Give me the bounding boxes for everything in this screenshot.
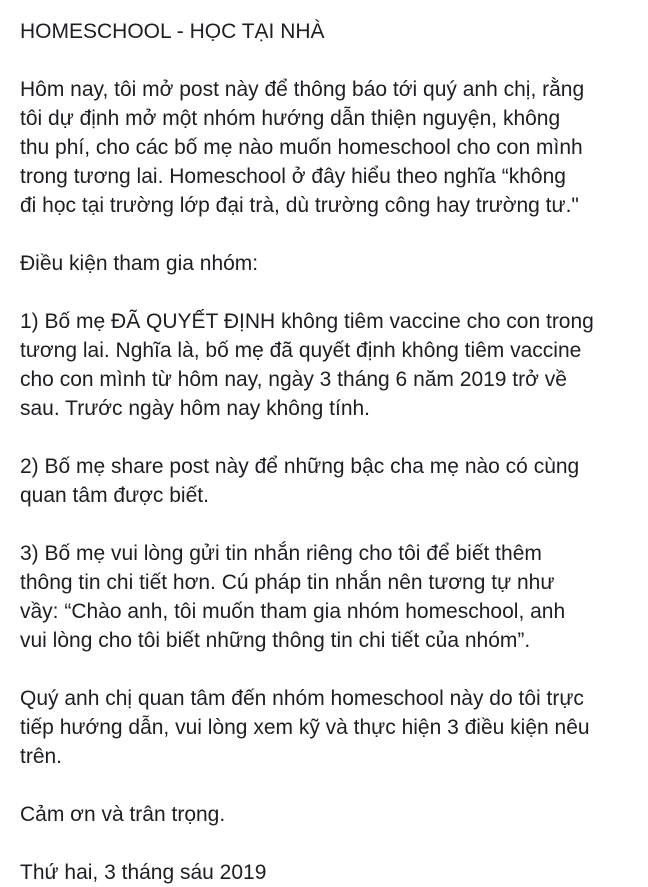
condition-1: 1) Bố mẹ ĐÃ QUYẾT ĐỊNH không tiêm vaccine cho con trong tương lai. Nghĩa là, bố mẹ đã quyết định không tiêm vaccine cho con mình từ hôm nay, ngày 3 tháng 6 năm 2019 trở về sau. Trước ngày hôm nay không tính. [20,310,594,420]
condition-2: 2) Bố mẹ share post này để những bậc cha mẹ nào có cùng quan tâm được biết. [20,455,580,507]
post-body [20,17,636,887]
conditions-heading: Điều kiện tham gia nhóm: [20,252,259,275]
post-date: Thứ hai, 3 tháng sáu 2019 [20,861,267,884]
thanks-line: Cảm ơn và trân trọng. [20,803,226,826]
intro-paragraph: Hôm nay, tôi mở post này để thông báo tới quý anh chị, rằng tôi dự định mở một nhóm hướng dẫn thiện nguyện, không thu phí, cho các bố mẹ nào muốn homeschool cho con mình trong tương lai. Homeschool ở đây hiểu theo nghĩa “không đi học tại trường lớp đại trà, dù trường công hay trường tư." [20,78,585,217]
post-title: HOMESCHOOL - HỌC TẠI NHÀ [20,20,325,43]
closing-paragraph: Quý anh chị quan tâm đến nhóm homeschool này do tôi trực tiếp hướng dẫn, vui lòng xem kỹ và thực hiện 3 điều kiện nêu trên. [20,687,590,768]
condition-3: 3) Bố mẹ vui lòng gửi tin nhắn riêng cho tôi để biết thêm thông tin chi tiết hơn. Cú pháp tin nhắn nên tương tự như vầy: “Chào anh, tôi muốn tham gia nhóm homeschool, anh vui lòng cho tôi biết những thông tin chi tiết của nhóm”. [20,542,566,652]
